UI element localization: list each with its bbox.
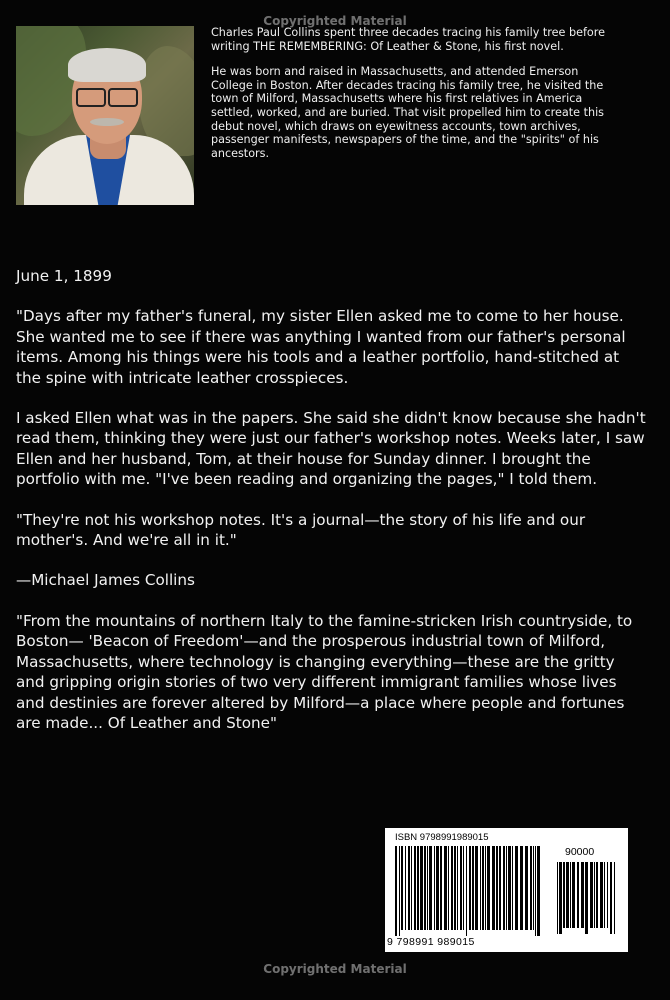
barcode-addon-number: 90000 (565, 846, 595, 858)
barcode-bar (590, 862, 593, 928)
author-photo (16, 26, 194, 205)
barcode-bar (520, 846, 523, 930)
barcode-bar (530, 846, 532, 930)
barcode-bar (429, 846, 432, 930)
barcode-bar (610, 862, 612, 934)
blurb-attribution: —Michael James Collins (16, 571, 195, 590)
barcode-bars (395, 846, 545, 938)
barcode-bar (557, 862, 558, 934)
barcode-bar (596, 862, 599, 928)
barcode-bar (577, 862, 579, 928)
barcode-bar (427, 846, 428, 930)
barcode-bar (607, 862, 608, 928)
barcode-bar (454, 846, 456, 930)
blurb-paragraph: "They're not his workshop notes. It's a journal—the story of his life and our mother's. And we're all in it." (16, 510, 586, 550)
barcode-bar (480, 846, 481, 930)
barcode-bar (559, 862, 562, 934)
blurb-date: June 1, 1899 (16, 267, 112, 285)
barcode-bar (594, 862, 595, 928)
barcode-bar (460, 846, 462, 930)
blurb-paragraph: "Days after my father's funeral, my sister Ellen asked me to come to her house. She wanted me to see if there was anything I wanted from our father's personal items. Among his things were his tools and a leather portfolio, hand-stitched at the spine with intricate leather crosspieces. (16, 307, 626, 387)
barcode-bar (472, 846, 474, 930)
barcode-bar (436, 846, 439, 930)
barcode-bar (515, 846, 518, 930)
copyright-watermark-top: Copyrighted Material (263, 14, 407, 28)
barcode-bar (496, 846, 498, 930)
barcode-bar (417, 846, 419, 930)
barcode-bar (506, 846, 507, 930)
barcode-bar (537, 846, 540, 936)
barcode-bar (600, 862, 603, 928)
barcode-bar (434, 846, 435, 930)
barcode-bar (401, 846, 403, 930)
barcode-bar (487, 846, 490, 930)
barcode-bar (451, 846, 453, 930)
barcode-bar (533, 846, 534, 930)
author-bio (211, 26, 621, 172)
isbn-barcode (385, 828, 628, 952)
barcode-bar (512, 846, 513, 930)
barcode-bar (485, 846, 486, 930)
barcode-bar (414, 846, 416, 930)
barcode-bar (399, 846, 400, 936)
barcode-bar (408, 846, 410, 930)
barcode-bar (499, 846, 501, 930)
barcode-bar (535, 846, 536, 936)
barcode-bar (604, 862, 605, 928)
copyright-watermark-bottom: Copyrighted Material (263, 962, 407, 976)
barcode-bar (405, 846, 406, 930)
blurb-text (16, 266, 646, 753)
barcode-bar (420, 846, 423, 930)
barcode-bar (570, 862, 572, 928)
barcode-bar (566, 862, 569, 928)
barcode-bar (525, 846, 528, 930)
barcode-bar (563, 862, 565, 928)
barcode-digits: 9 798991 989015 (387, 936, 475, 948)
author-bio-paragraph: Charles Paul Collins spent three decades tracing his family tree before writing THE REMEMBERING: Of Leather & Stone, his first novel. (211, 26, 605, 53)
barcode-bar (475, 846, 478, 930)
barcode-bar (448, 846, 449, 930)
barcode-bar (482, 846, 484, 930)
barcode-bar (572, 862, 575, 928)
blurb-paragraph: I asked Ellen what was in the papers. She said she didn't know because she hadn't read them, thinking they were just our father's workshop notes. Weeks later, I saw Ellen and her husband, Tom, at their house for Sunday dinner. I brought the portfolio with me. "I've been reading and organizing the pages," I told them. (16, 409, 646, 489)
isbn-label: ISBN 9798991989015 (395, 832, 489, 843)
barcode-bar (585, 862, 588, 934)
barcode-bar (395, 846, 397, 936)
barcode-bar (581, 862, 584, 928)
barcode-bar (457, 846, 458, 930)
barcode-bar (424, 846, 426, 930)
barcode-bar (444, 846, 447, 930)
blurb-paragraph: "From the mountains of northern Italy to the famine-stricken Irish countryside, to Boston— 'Beacon of Freedom'—and the prosperous industrial town of Milford, Massachusetts, where technology is changing everything—these are the gritty and gripping origin stories of two very different immigrant families whose lives and destinies are forever altered by Milford—a place where people and fortunes are made... Of Leather and Stone" (16, 611, 633, 732)
barcode-bar (508, 846, 511, 930)
barcode-bar (492, 846, 495, 930)
barcode-bar (503, 846, 505, 930)
barcode-bar (469, 846, 471, 930)
barcode-bar (466, 846, 467, 936)
barcode-bar (440, 846, 442, 930)
barcode-bar (463, 846, 464, 930)
barcode-bar (614, 862, 615, 934)
barcode-bar (411, 846, 412, 930)
author-bio-paragraph: He was born and raised in Massachusetts, and attended Emerson College in Boston. After decades tracing his family tree, he visited the town of Milford, Massachusetts where his first relatives in America settled, worked, and are buried. That visit propelled him to create this debut novel, which draws on eyewitness accounts, town archives, passenger manifests, newspapers of the time, and the "spirits" of his ancestors. (211, 65, 605, 160)
barcode-addon-bars (557, 862, 617, 934)
